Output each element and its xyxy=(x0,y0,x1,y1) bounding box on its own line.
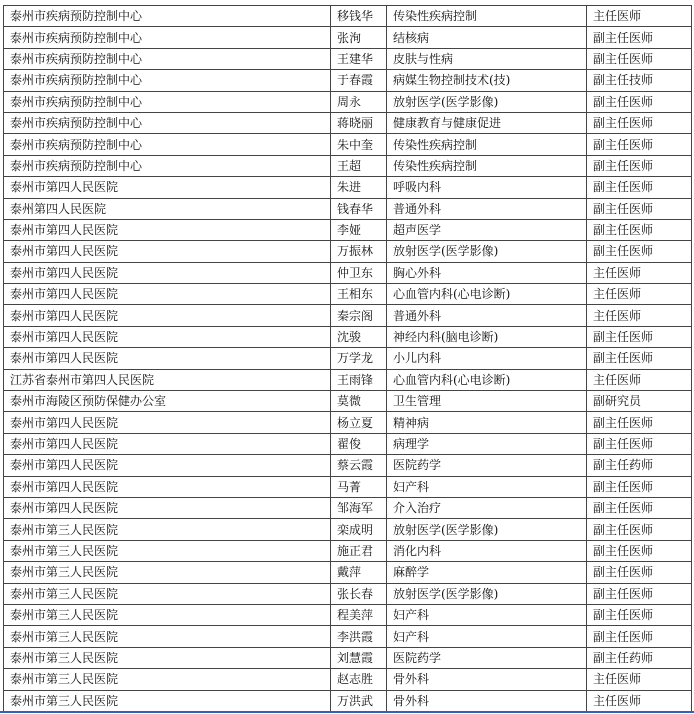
table-row xyxy=(4,412,692,433)
specialty-cell: 健康教育与健康促进 xyxy=(387,112,587,133)
table-row xyxy=(4,112,692,133)
name-cell: 栾成明 xyxy=(331,519,387,540)
specialty-cell: 传染性疾病控制 xyxy=(387,134,587,155)
table-row xyxy=(4,305,692,326)
name-cell: 莫微 xyxy=(331,391,387,412)
title-cell: 副主任医师 xyxy=(587,540,692,561)
specialty-cell: 麻醉学 xyxy=(387,562,587,583)
table-row xyxy=(4,583,692,604)
name-cell: 蒋晓丽 xyxy=(331,112,387,133)
name-cell: 翟俊 xyxy=(331,433,387,454)
title-cell: 主任医师 xyxy=(587,284,692,305)
specialty-cell: 普通外科 xyxy=(387,305,587,326)
unit-cell: 泰州市第四人民医院 xyxy=(4,305,331,326)
specialty-cell: 介入治疗 xyxy=(387,497,587,518)
name-cell: 蔡云霞 xyxy=(331,455,387,476)
table-row xyxy=(4,134,692,155)
table-row xyxy=(4,626,692,647)
table-row xyxy=(4,219,692,240)
table-row xyxy=(4,433,692,454)
unit-cell: 泰州第四人民医院 xyxy=(4,198,331,219)
unit-cell: 泰州市第四人民医院 xyxy=(4,241,331,262)
unit-cell: 泰州市第三人民医院 xyxy=(4,540,331,561)
title-cell: 副主任医师 xyxy=(587,562,692,583)
title-cell: 副主任医师 xyxy=(587,112,692,133)
unit-cell: 泰州市第三人民医院 xyxy=(4,647,331,668)
unit-cell: 泰州市第四人民医院 xyxy=(4,262,331,283)
table-row xyxy=(4,27,692,48)
title-cell: 主任医师 xyxy=(587,690,692,711)
table-row xyxy=(4,476,692,497)
specialty-cell: 精神病 xyxy=(387,412,587,433)
specialty-cell: 皮肤与性病 xyxy=(387,48,587,69)
name-cell: 王相东 xyxy=(331,284,387,305)
specialty-cell: 放射医学(医学影像) xyxy=(387,583,587,604)
title-cell: 主任医师 xyxy=(587,262,692,283)
title-cell: 副主任医师 xyxy=(587,497,692,518)
roster-body xyxy=(4,6,692,712)
name-cell: 马菁 xyxy=(331,476,387,497)
unit-cell: 泰州市第四人民医院 xyxy=(4,455,331,476)
name-cell: 周永 xyxy=(331,91,387,112)
name-cell: 朱中奎 xyxy=(331,134,387,155)
title-cell: 副主任医师 xyxy=(587,626,692,647)
name-cell: 王建华 xyxy=(331,48,387,69)
specialty-cell: 卫生管理 xyxy=(387,391,587,412)
table-row xyxy=(4,604,692,625)
table-row xyxy=(4,562,692,583)
title-cell: 副主任药师 xyxy=(587,455,692,476)
title-cell: 主任医师 xyxy=(587,669,692,690)
title-cell: 副研究员 xyxy=(587,391,692,412)
unit-cell: 泰州市疾病预防控制中心 xyxy=(4,134,331,155)
specialty-cell: 小儿内科 xyxy=(387,348,587,369)
unit-cell: 江苏省泰州市第四人民医院 xyxy=(4,369,331,390)
name-cell: 施正君 xyxy=(331,540,387,561)
unit-cell: 泰州市第四人民医院 xyxy=(4,284,331,305)
title-cell: 副主任医师 xyxy=(587,604,692,625)
specialty-cell: 放射医学(医学影像) xyxy=(387,91,587,112)
name-cell: 万学龙 xyxy=(331,348,387,369)
unit-cell: 泰州市第四人民医院 xyxy=(4,476,331,497)
title-cell: 主任医师 xyxy=(587,6,692,27)
specialty-cell: 妇产科 xyxy=(387,626,587,647)
title-cell: 主任医师 xyxy=(587,369,692,390)
title-cell: 副主任医师 xyxy=(587,326,692,347)
unit-cell: 泰州市第三人民医院 xyxy=(4,690,331,711)
specialty-cell: 医院药学 xyxy=(387,455,587,476)
name-cell: 张洵 xyxy=(331,27,387,48)
title-cell: 副主任医师 xyxy=(587,177,692,198)
unit-cell: 泰州市疾病预防控制中心 xyxy=(4,6,331,27)
title-cell: 副主任医师 xyxy=(587,48,692,69)
title-cell: 副主任医师 xyxy=(587,412,692,433)
specialty-cell: 普通外科 xyxy=(387,198,587,219)
title-cell: 副主任医师 xyxy=(587,91,692,112)
unit-cell: 泰州市第四人民医院 xyxy=(4,497,331,518)
title-cell: 副主任医师 xyxy=(587,198,692,219)
unit-cell: 泰州市第四人民医院 xyxy=(4,219,331,240)
name-cell: 李洪霞 xyxy=(331,626,387,647)
table-row xyxy=(4,326,692,347)
title-cell: 主任医师 xyxy=(587,305,692,326)
name-cell: 于春霞 xyxy=(331,70,387,91)
unit-cell: 泰州市疾病预防控制中心 xyxy=(4,48,331,69)
name-cell: 王超 xyxy=(331,155,387,176)
specialty-cell: 骨外科 xyxy=(387,690,587,711)
table-row xyxy=(4,519,692,540)
title-cell: 副主任医师 xyxy=(587,476,692,497)
table-row xyxy=(4,6,692,27)
name-cell: 仲卫东 xyxy=(331,262,387,283)
name-cell: 王雨锋 xyxy=(331,369,387,390)
table-row xyxy=(4,455,692,476)
title-cell: 副主任医师 xyxy=(587,27,692,48)
specialty-cell: 骨外科 xyxy=(387,669,587,690)
unit-cell: 泰州市第四人民医院 xyxy=(4,348,331,369)
specialty-cell: 神经内科(脑电诊断) xyxy=(387,326,587,347)
name-cell: 刘慧霞 xyxy=(331,647,387,668)
specialty-cell: 放射医学(医学影像) xyxy=(387,519,587,540)
unit-cell: 泰州市第四人民医院 xyxy=(4,177,331,198)
unit-cell: 泰州市疾病预防控制中心 xyxy=(4,91,331,112)
table-row xyxy=(4,91,692,112)
name-cell: 移钱华 xyxy=(331,6,387,27)
table-row xyxy=(4,262,692,283)
name-cell: 万洪武 xyxy=(331,690,387,711)
name-cell: 戴萍 xyxy=(331,562,387,583)
table-row xyxy=(4,70,692,91)
unit-cell: 泰州市疾病预防控制中心 xyxy=(4,27,331,48)
roster-table xyxy=(3,5,692,712)
unit-cell: 泰州市第三人民医院 xyxy=(4,519,331,540)
unit-cell: 泰州市第三人民医院 xyxy=(4,669,331,690)
table-row xyxy=(4,369,692,390)
title-cell: 副主任医师 xyxy=(587,583,692,604)
specialty-cell: 妇产科 xyxy=(387,476,587,497)
unit-cell: 泰州市第三人民医院 xyxy=(4,562,331,583)
specialty-cell: 心血管内科(心电诊断) xyxy=(387,369,587,390)
table-row xyxy=(4,540,692,561)
unit-cell: 泰州市疾病预防控制中心 xyxy=(4,155,331,176)
table-row xyxy=(4,284,692,305)
table-row xyxy=(4,690,692,711)
title-cell: 副主任医师 xyxy=(587,519,692,540)
name-cell: 邹海军 xyxy=(331,497,387,518)
unit-cell: 泰州市第四人民医院 xyxy=(4,433,331,454)
specialty-cell: 结核病 xyxy=(387,27,587,48)
specialty-cell: 消化内科 xyxy=(387,540,587,561)
name-cell: 杨立夏 xyxy=(331,412,387,433)
name-cell: 秦宗阁 xyxy=(331,305,387,326)
specialty-cell: 放射医学(医学影像) xyxy=(387,241,587,262)
title-cell: 副主任药师 xyxy=(587,647,692,668)
table-row xyxy=(4,241,692,262)
title-cell: 副主任医师 xyxy=(587,134,692,155)
specialty-cell: 病理学 xyxy=(387,433,587,454)
name-cell: 万振林 xyxy=(331,241,387,262)
name-cell: 李娅 xyxy=(331,219,387,240)
name-cell: 钱春华 xyxy=(331,198,387,219)
name-cell: 赵志胜 xyxy=(331,669,387,690)
specialty-cell: 病媒生物控制技术(技) xyxy=(387,70,587,91)
unit-cell: 泰州市疾病预防控制中心 xyxy=(4,112,331,133)
name-cell: 张长春 xyxy=(331,583,387,604)
title-cell: 副主任技师 xyxy=(587,70,692,91)
table-row xyxy=(4,48,692,69)
specialty-cell: 传染性疾病控制 xyxy=(387,155,587,176)
unit-cell: 泰州市疾病预防控制中心 xyxy=(4,70,331,91)
title-cell: 副主任医师 xyxy=(587,433,692,454)
unit-cell: 泰州市海陵区预防保健办公室 xyxy=(4,391,331,412)
bottom-rule xyxy=(0,711,694,713)
table-row xyxy=(4,198,692,219)
table-row xyxy=(4,647,692,668)
specialty-cell: 呼吸内科 xyxy=(387,177,587,198)
unit-cell: 泰州市第三人民医院 xyxy=(4,626,331,647)
specialty-cell: 医院药学 xyxy=(387,647,587,668)
unit-cell: 泰州市第三人民医院 xyxy=(4,583,331,604)
name-cell: 程美萍 xyxy=(331,604,387,625)
unit-cell: 泰州市第四人民医院 xyxy=(4,326,331,347)
title-cell: 副主任医师 xyxy=(587,241,692,262)
specialty-cell: 超声医学 xyxy=(387,219,587,240)
name-cell: 沈骏 xyxy=(331,326,387,347)
table-row xyxy=(4,391,692,412)
unit-cell: 泰州市第四人民医院 xyxy=(4,412,331,433)
title-cell: 副主任医师 xyxy=(587,155,692,176)
table-row xyxy=(4,348,692,369)
table-row xyxy=(4,669,692,690)
table-row xyxy=(4,155,692,176)
table-row xyxy=(4,177,692,198)
title-cell: 副主任医师 xyxy=(587,219,692,240)
specialty-cell: 心血管内科(心电诊断) xyxy=(387,284,587,305)
title-cell: 副主任医师 xyxy=(587,348,692,369)
unit-cell: 泰州市第三人民医院 xyxy=(4,604,331,625)
name-cell: 朱进 xyxy=(331,177,387,198)
specialty-cell: 传染性疾病控制 xyxy=(387,6,587,27)
specialty-cell: 妇产科 xyxy=(387,604,587,625)
table-row xyxy=(4,497,692,518)
specialty-cell: 胸心外科 xyxy=(387,262,587,283)
